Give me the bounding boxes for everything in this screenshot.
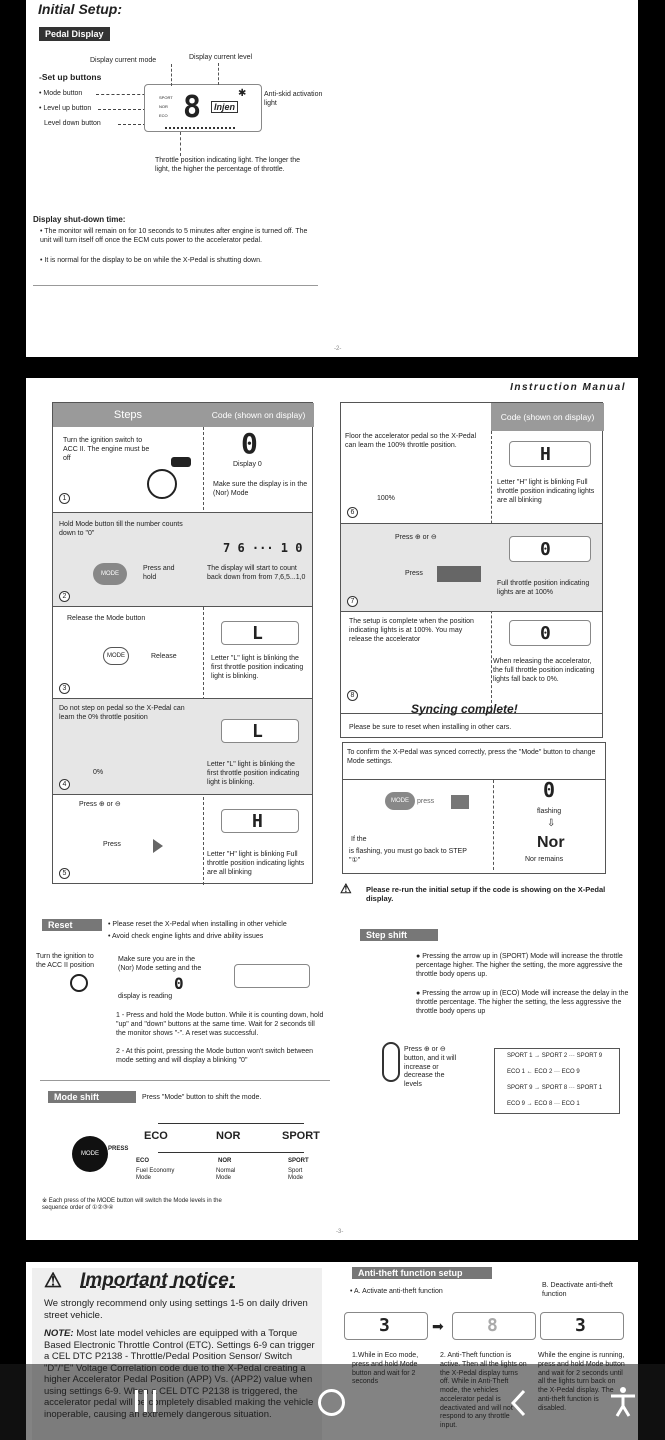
reset-text-1: Please reset the X-Pedal when installing in other vehicle [112,921,287,928]
level-row: ECO 9 → ECO 8 ··· ECO 1 [507,1101,580,1107]
lcd-mode-eco: ECO [159,113,168,118]
page-number: -2- [334,346,342,352]
leader-line [180,132,181,156]
confirm-nor-remains: Nor remains [525,856,564,863]
accessibility-button[interactable] [608,1386,638,1418]
cycle-line [158,1123,304,1124]
display-tag: Pedal Display [39,27,110,41]
step-text: Press ⊕ or ⊖ [395,534,437,541]
step-code: L [252,623,263,644]
bar-icon [153,1390,156,1412]
at-code: 8 [487,1315,498,1336]
reset-mid-text: Make sure you are in the (Nor) Mode setting and the [118,956,202,972]
step-shift-text-2: Pressing the arrow up in (ECO) Mode will increase the delay in the throttle percentage. The higher the setting, the less aggressive the throttle body opens up [416,990,629,1015]
mini-display [509,536,591,562]
step-number: 5 [59,868,70,879]
reset-tag: Reset [42,919,102,931]
at-code: 3 [379,1315,390,1336]
step-text: Press ⊕ or ⊖ [79,801,121,808]
mini-display [509,441,591,467]
step-note: Letter "L" light is blinking the first throttle position indicating light is blinking. [211,655,304,680]
mini-display [221,621,299,645]
step-sub: 100% [377,495,395,502]
divider [40,1080,330,1081]
mode-button-icon: MODE [103,647,129,665]
manual-title: Instruction Manual [510,382,626,393]
step-note: Letter "H" light is blinking Full throttle position indicating lights are all blinking [497,479,595,504]
mini-display [234,964,310,988]
arrow-icon [437,566,481,582]
down-arrow-icon: ⇩ [547,818,556,829]
reset-mid-text-2: display is reading [118,993,173,1000]
warning-icon: ⚠ [340,881,352,896]
sync-box [340,700,603,738]
step-number: 7 [347,596,358,607]
accessibility-icon [608,1386,638,1418]
step-text: Hold Mode button till the number counts down to "0" [59,521,183,537]
notice-p2-text: Most late model vehicles are equipped with a Torque Based Electronic Throttle Control (ETC). Settings 6-9 can trigger a CEL DTC P2138 - Throttle/Pedal Position Sensor/ Switch [44,1328,315,1363]
step-code: H [252,811,263,832]
reset-step-1: 1 - Press and hold the Mode button. While it is counting down, hold "up" and "down" buttons at the same time. Wait for 2 seconds till the monitor shows "-". A reset was successful. [116,1012,324,1037]
step-sub: Press [103,841,121,848]
confirm-grid [342,778,606,874]
mini-display [540,1312,624,1340]
reset-code: 0 [174,974,184,993]
confirm-if-2: is flashing, you must go back to STEP "①" [349,848,467,864]
reset-bullet-1: • Please reset the X-Pedal when installing in other vehicle [108,921,287,928]
step-number: 6 [347,507,358,518]
leader-line [171,64,172,86]
mini-display [509,620,591,646]
anti-theft-step-2: 2. Anti-Theft function is [440,1352,512,1359]
arrow-icon: ➡ [432,1318,444,1334]
ignition-icon [70,974,88,992]
confirm-flashing: flashing [537,808,562,815]
divider [33,285,318,286]
step-note: Letter "L" light is blinking the first throttle position indicating light is blinking. [207,761,300,786]
step-code: 7 6 ··· 1 0 [223,541,303,555]
lcd-digit: 8 [183,90,202,125]
table-divider [493,780,494,870]
mode-top-eco: ECO [144,1130,168,1142]
step-sub: Press [405,570,423,577]
mode-top-nor: NOR [216,1130,241,1142]
steps-header: Steps [53,403,203,427]
steps-table-right [340,402,603,714]
arrow-icon [153,839,163,853]
step-text: Turn the ignition switch to ACC II. The engine must be off [63,437,150,462]
step-code: 0 [540,539,551,560]
table-row [53,698,312,794]
level-table [494,1048,620,1114]
table-row [341,611,602,713]
mode-name-sport: Sport Mode [288,1168,304,1182]
step-code: L [252,721,263,742]
system-navigation-bar [0,1364,665,1440]
mini-display [221,719,299,743]
page-number: -3- [336,1229,344,1235]
asterisk-icon: ✱ [238,88,247,99]
table-row [341,403,602,523]
reset-text-2: Avoid check engine lights and drive ability issues [112,933,264,940]
level-row: SPORT 1 → SPORT 2 ··· SPORT 9 [507,1053,603,1059]
mini-display [221,809,299,833]
step-note: Letter "H" light is blinking Full throttle position indicating lights are all blinking [207,851,305,876]
step-code: 0 [540,623,551,644]
reset-bullet-2: • Avoid check engine lights and drive ability issues [108,933,264,940]
step-text: The setup is complete when the position indicating lights is at 100%. You may release the accelerator [349,618,474,643]
mode-bottom-eco: ECO [136,1158,150,1164]
lcd-mode-nor: NOR [159,104,168,109]
shutdown-heading: Display shut-down time: [33,215,126,224]
injen-logo: Injen [211,101,238,113]
level-row: ECO 1 ← ECO 2 ··· ECO 9 [507,1069,580,1075]
step-code-label: Display 0 [233,461,262,468]
mode-display-label: Display current mode [90,57,157,64]
key-icon [171,457,191,467]
step-sub: 0% [93,769,104,776]
mode-press-label: PRESS [108,1146,129,1152]
mode-shift-tag: Mode shift [48,1091,136,1103]
back-button[interactable] [508,1388,530,1418]
manual-page-2 [26,0,638,357]
reset-step-2: 2 - At this point, pressing the Mode button won't switch between mode setting and will display a blinking "0" [116,1048,314,1064]
mode-button-icon: MODE [72,1136,108,1172]
step-shift-press: Press ⊕ or ⊖ button, and it will increase or decrease the levels [404,1046,457,1088]
anti-theft-b: B. Deactivate anti-theft function [542,1282,613,1298]
bar-icon [135,1390,138,1412]
shutdown-bullet-2: • It is normal for the display to be on while the X-Pedal is shutting down. [40,257,262,264]
table-row [341,523,602,611]
ignition-icon [147,469,177,499]
confirm-box [342,742,606,780]
step-number: 2 [59,591,70,602]
level-row: SPORT 9 → SPORT 8 ··· SPORT 1 [507,1085,603,1091]
shutdown-text-1: The monitor will remain on for 10 seconds to 5 minutes after engine is turned off. The unit will turn itself off once the ECM cuts power to the accelerator pedal. [40,228,308,244]
level-buttons-icon [382,1042,400,1082]
anti-theft-a: • A. Activate anti-theft function [350,1288,443,1295]
notice-p1: We strongly recommend only using settings 1-5 on daily driven street vehicle. [44,1298,308,1321]
lcd-mode-sport: SPORT [159,95,173,100]
step-text: Release the Mode button [67,615,146,622]
confirm-text: To confirm the X-Pedal was synced correctly, press the "Mode" button to change Mode settings. [347,749,596,765]
sync-title: Syncing complete! [411,702,518,716]
mode-note: ※ Each press of the MODE button will switch the Mode levels in the sequence order of ①②③④ [42,1198,222,1212]
step-number: 3 [59,683,70,694]
step-note: When releasing the accelerator, the full throttle position indicating lights fall back to 0%. [493,658,595,683]
table-row [53,606,312,698]
anti-skid-label: Anti-skid activation light [264,91,323,107]
mini-display [344,1312,428,1340]
setup-buttons-heading: -Set up buttons [39,72,102,82]
anti-theft-step-1: 1.While in Eco mode, [352,1352,419,1359]
confirm-press: press [417,798,435,805]
warning-icon: ⚠ [44,1270,62,1292]
back-icon [508,1388,530,1418]
step-number: 8 [347,690,358,701]
recents-button[interactable] [130,1386,160,1416]
step-code: 0 [241,427,258,460]
step-note: Full throttle position indicating lights are at 100% [497,580,590,596]
step-sub: Release [151,653,177,660]
step-code: H [540,444,551,465]
mode-bottom-sport: SPORT [288,1158,309,1164]
table-row [53,794,312,884]
reset-left-text: Turn the ignition to the ACC II position [36,953,94,969]
bar-icon [144,1390,147,1412]
table-row [53,427,312,512]
home-button[interactable] [318,1389,345,1416]
mini-display [452,1312,536,1340]
sync-sub: Please be sure to reset when installing in other cars. [349,724,512,731]
page-title: Initial Setup: [38,1,122,17]
step-shift-bullet-2: ● Pressing the arrow up in (ECO) Mode will increase the delay in the throttle percentage. The higher the setting, the less aggressive the throttle body opens up [416,990,629,1015]
mode-name-eco: Fuel Economy Mode [136,1168,175,1182]
step-shift-tag: Step shift [360,929,438,941]
code-header-right: Code (shown on display) [491,403,604,431]
leader-line [218,63,219,85]
anti-theft-step-3: While the engine is running, [538,1352,625,1359]
code-header-left: Code (shown on display) [203,403,314,427]
mode-shift-desc: Press "Mode" button to shift the mode. [142,1094,262,1101]
cycle-line [158,1152,304,1153]
step-text: Do not step on pedal so the X-Pedal can learn the 0% throttle position [59,705,185,721]
at-code: 3 [575,1315,586,1336]
mode-button-icon: MODE [93,563,127,585]
notice-title: Important notice: [80,1270,236,1291]
mode-button-icon: MODE [385,792,415,810]
step-number: 1 [59,493,70,504]
throttle-light-desc: Throttle position indicating light. The longer the light, the higher the percentage of throttle. [155,157,301,173]
confirm-nor: Nor [537,834,565,851]
table-row [53,512,312,606]
shutdown-text-2: It is normal for the display to be on while the X-Pedal is shutting down. [44,257,262,264]
arrow-icon [451,795,469,809]
confirm-if: If the [351,836,367,843]
steps-table-left [52,402,313,884]
step-shift-bullet-1: ● Pressing the arrow up in (SPORT) Mode will increase the throttle percentage higher. The higher the setting, the more aggressive the throttle body opens up. [416,953,623,978]
mode-button-label: • Mode button [39,90,83,97]
level-display-label: Display current level [189,54,253,61]
shutdown-bullet-1: • The monitor will remain on for 10 seconds to 5 minutes after engine is turned off. The unit will turn itself off once the ECM cuts power to the accelerator pedal. [40,228,308,244]
throttle-bar [165,127,235,129]
confirm-code: 0 [543,778,556,802]
step-note: Make sure the display is in the (Nor) Mode [213,481,308,497]
step-note: The display will start to count back down from from 7,6,5...1,0 [207,565,306,581]
step-text: Floor the accelerator pedal so the X-Pedal can learn the 100% throttle position. [345,433,477,449]
mode-bottom-nor: NOR [218,1158,232,1164]
mode-name-nor: Normal Mode [216,1168,236,1182]
notice-note-label: NOTE: [44,1328,74,1339]
step-sub: Press and hold [143,565,175,581]
warning-text: Please re-run the initial setup if the code is showing on the X-Pedal display. [366,885,606,904]
anti-theft-tag: Anti-theft function setup [352,1267,492,1279]
manual-page-3 [26,378,638,1240]
step-shift-text-1: Pressing the arrow up in (SPORT) Mode will increase the throttle percentage higher. The higher the setting, the more aggressive the throttle body opens up. [416,953,623,978]
level-down-label: Level down button [44,120,101,127]
level-up-label: • Level up button [39,105,92,112]
step-number: 4 [59,779,70,790]
mode-top-sport: SPORT [282,1130,320,1142]
